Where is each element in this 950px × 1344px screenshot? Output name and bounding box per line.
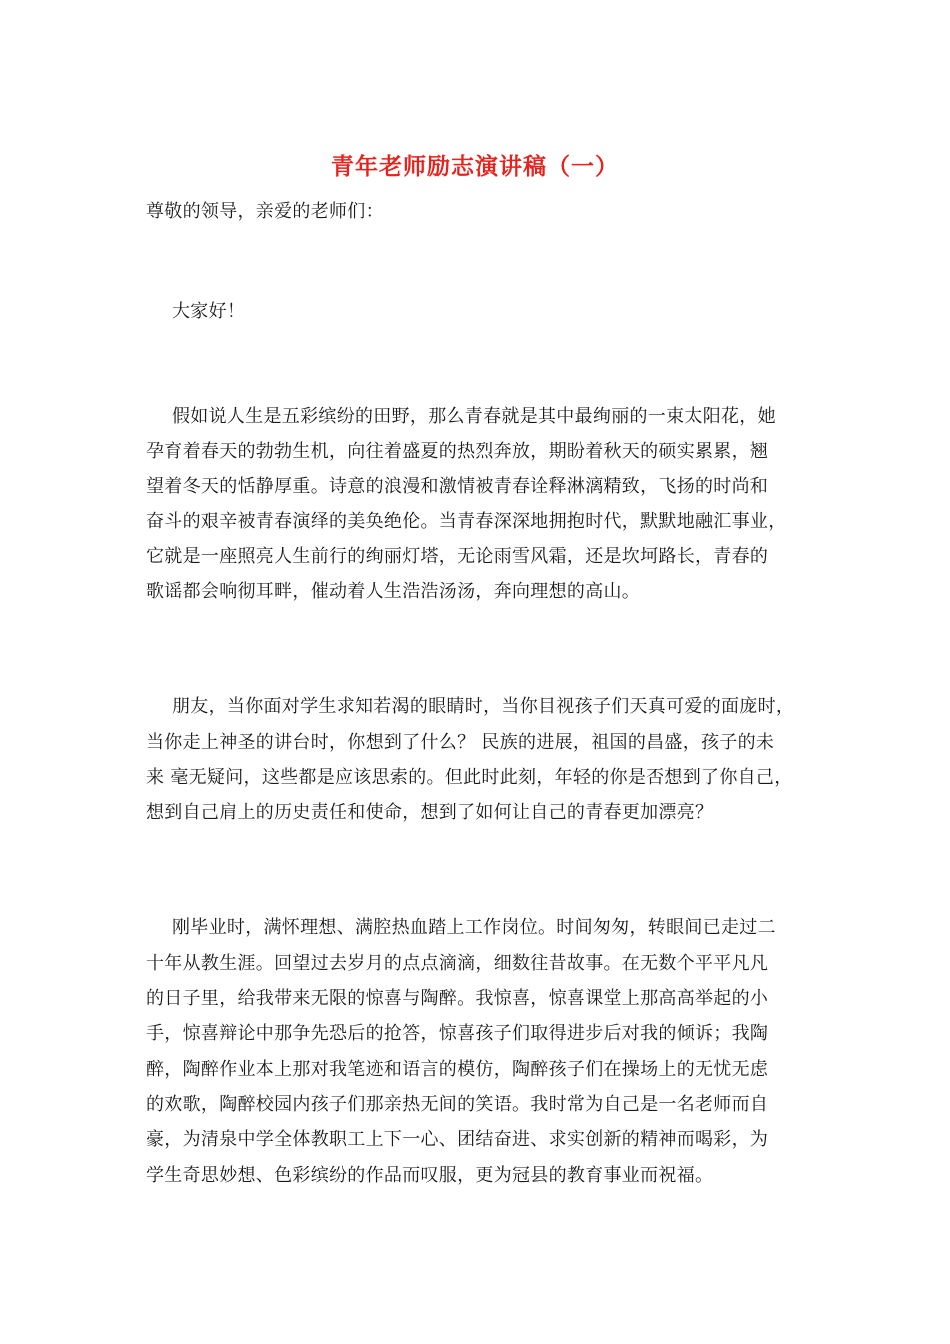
paragraph-line: 手，惊喜辩论中那争先恐后的抢答，惊喜孩子们取得进步后对我的倾诉；我陶 xyxy=(146,1023,769,1044)
paragraph-line: 孕育着春天的勃勃生机，向往着盛夏的热烈奔放，期盼着秋天的硕实累累，翘 xyxy=(146,441,769,462)
salutation: 尊敬的领导，亲爱的老师们： xyxy=(146,201,384,222)
paragraph-line: 刚毕业时，满怀理想、满腔热血踏上工作岗位。时间匆匆，转眼间已走过二 xyxy=(172,917,776,938)
paragraph-line: 的日子里，给我带来无限的惊喜与陶醉。我惊喜，惊喜课堂上那高高举起的小 xyxy=(146,988,769,1009)
paragraph-line: 当你走上神圣的讲台时，你想到了什么？ 民族的进展，祖国的昌盛，孩子的未 xyxy=(146,732,775,753)
paragraph-line: 来 毫无疑问，这些都是应该思索的。但此时此刻，年轻的你是否想到了你自己， xyxy=(146,767,793,788)
paragraph-line: 奋斗的艰辛被青春演绎的美奂绝伦。当青春深深地拥抱时代，默默地融汇事业， xyxy=(146,511,787,532)
paragraph-line: 假如说人生是五彩缤纷的田野，那么青春就是其中最绚丽的一束太阳花，她 xyxy=(172,406,776,427)
document-title: 青年老师励志演讲稿（一） xyxy=(331,153,619,180)
paragraph-line: 想到自己肩上的历史责任和使命，想到了如何让自己的青春更加漂亮？ xyxy=(146,802,714,823)
paragraph-line: 豪，为清泉中学全体教职工上下一心、团结奋进、求实创新的精神而喝彩，为 xyxy=(146,1129,769,1150)
paragraph-line: 望着冬天的恬静厚重。诗意的浪漫和激情被青春诠释淋漓精致，飞扬的时尚和 xyxy=(146,476,769,497)
paragraph-line: 歌谣都会响彻耳畔，催动着人生浩浩汤汤，奔向理想的高山。 xyxy=(146,581,641,602)
paragraph-line: 它就是一座照亮人生前行的绚丽灯塔，无论雨雪风霜，还是坎坷路长，青春的 xyxy=(146,546,769,567)
paragraph-line: 学生奇思妙想、色彩缤纷的作品而叹服，更为冠县的教育事业而祝福。 xyxy=(146,1165,714,1186)
paragraph-line: 十年从教生涯。回望过去岁月的点点滴滴，细数往昔故事。在无数个平平凡凡 xyxy=(146,953,769,974)
paragraph-line: 朋友，当你面对学生求知若渴的眼睛时，当你目视孩子们天真可爱的面庞时， xyxy=(172,696,795,717)
paragraph-line: 的欢歌，陶醉校园内孩子们那亲热无间的笑语。我时常为自己是一名老师而自 xyxy=(146,1094,769,1115)
paragraph-line: 醉，陶醉作业本上那对我笔迹和语言的模仿，陶醉孩子们在操场上的无忧无虑 xyxy=(146,1059,769,1080)
greeting: 大家好！ xyxy=(172,301,246,322)
